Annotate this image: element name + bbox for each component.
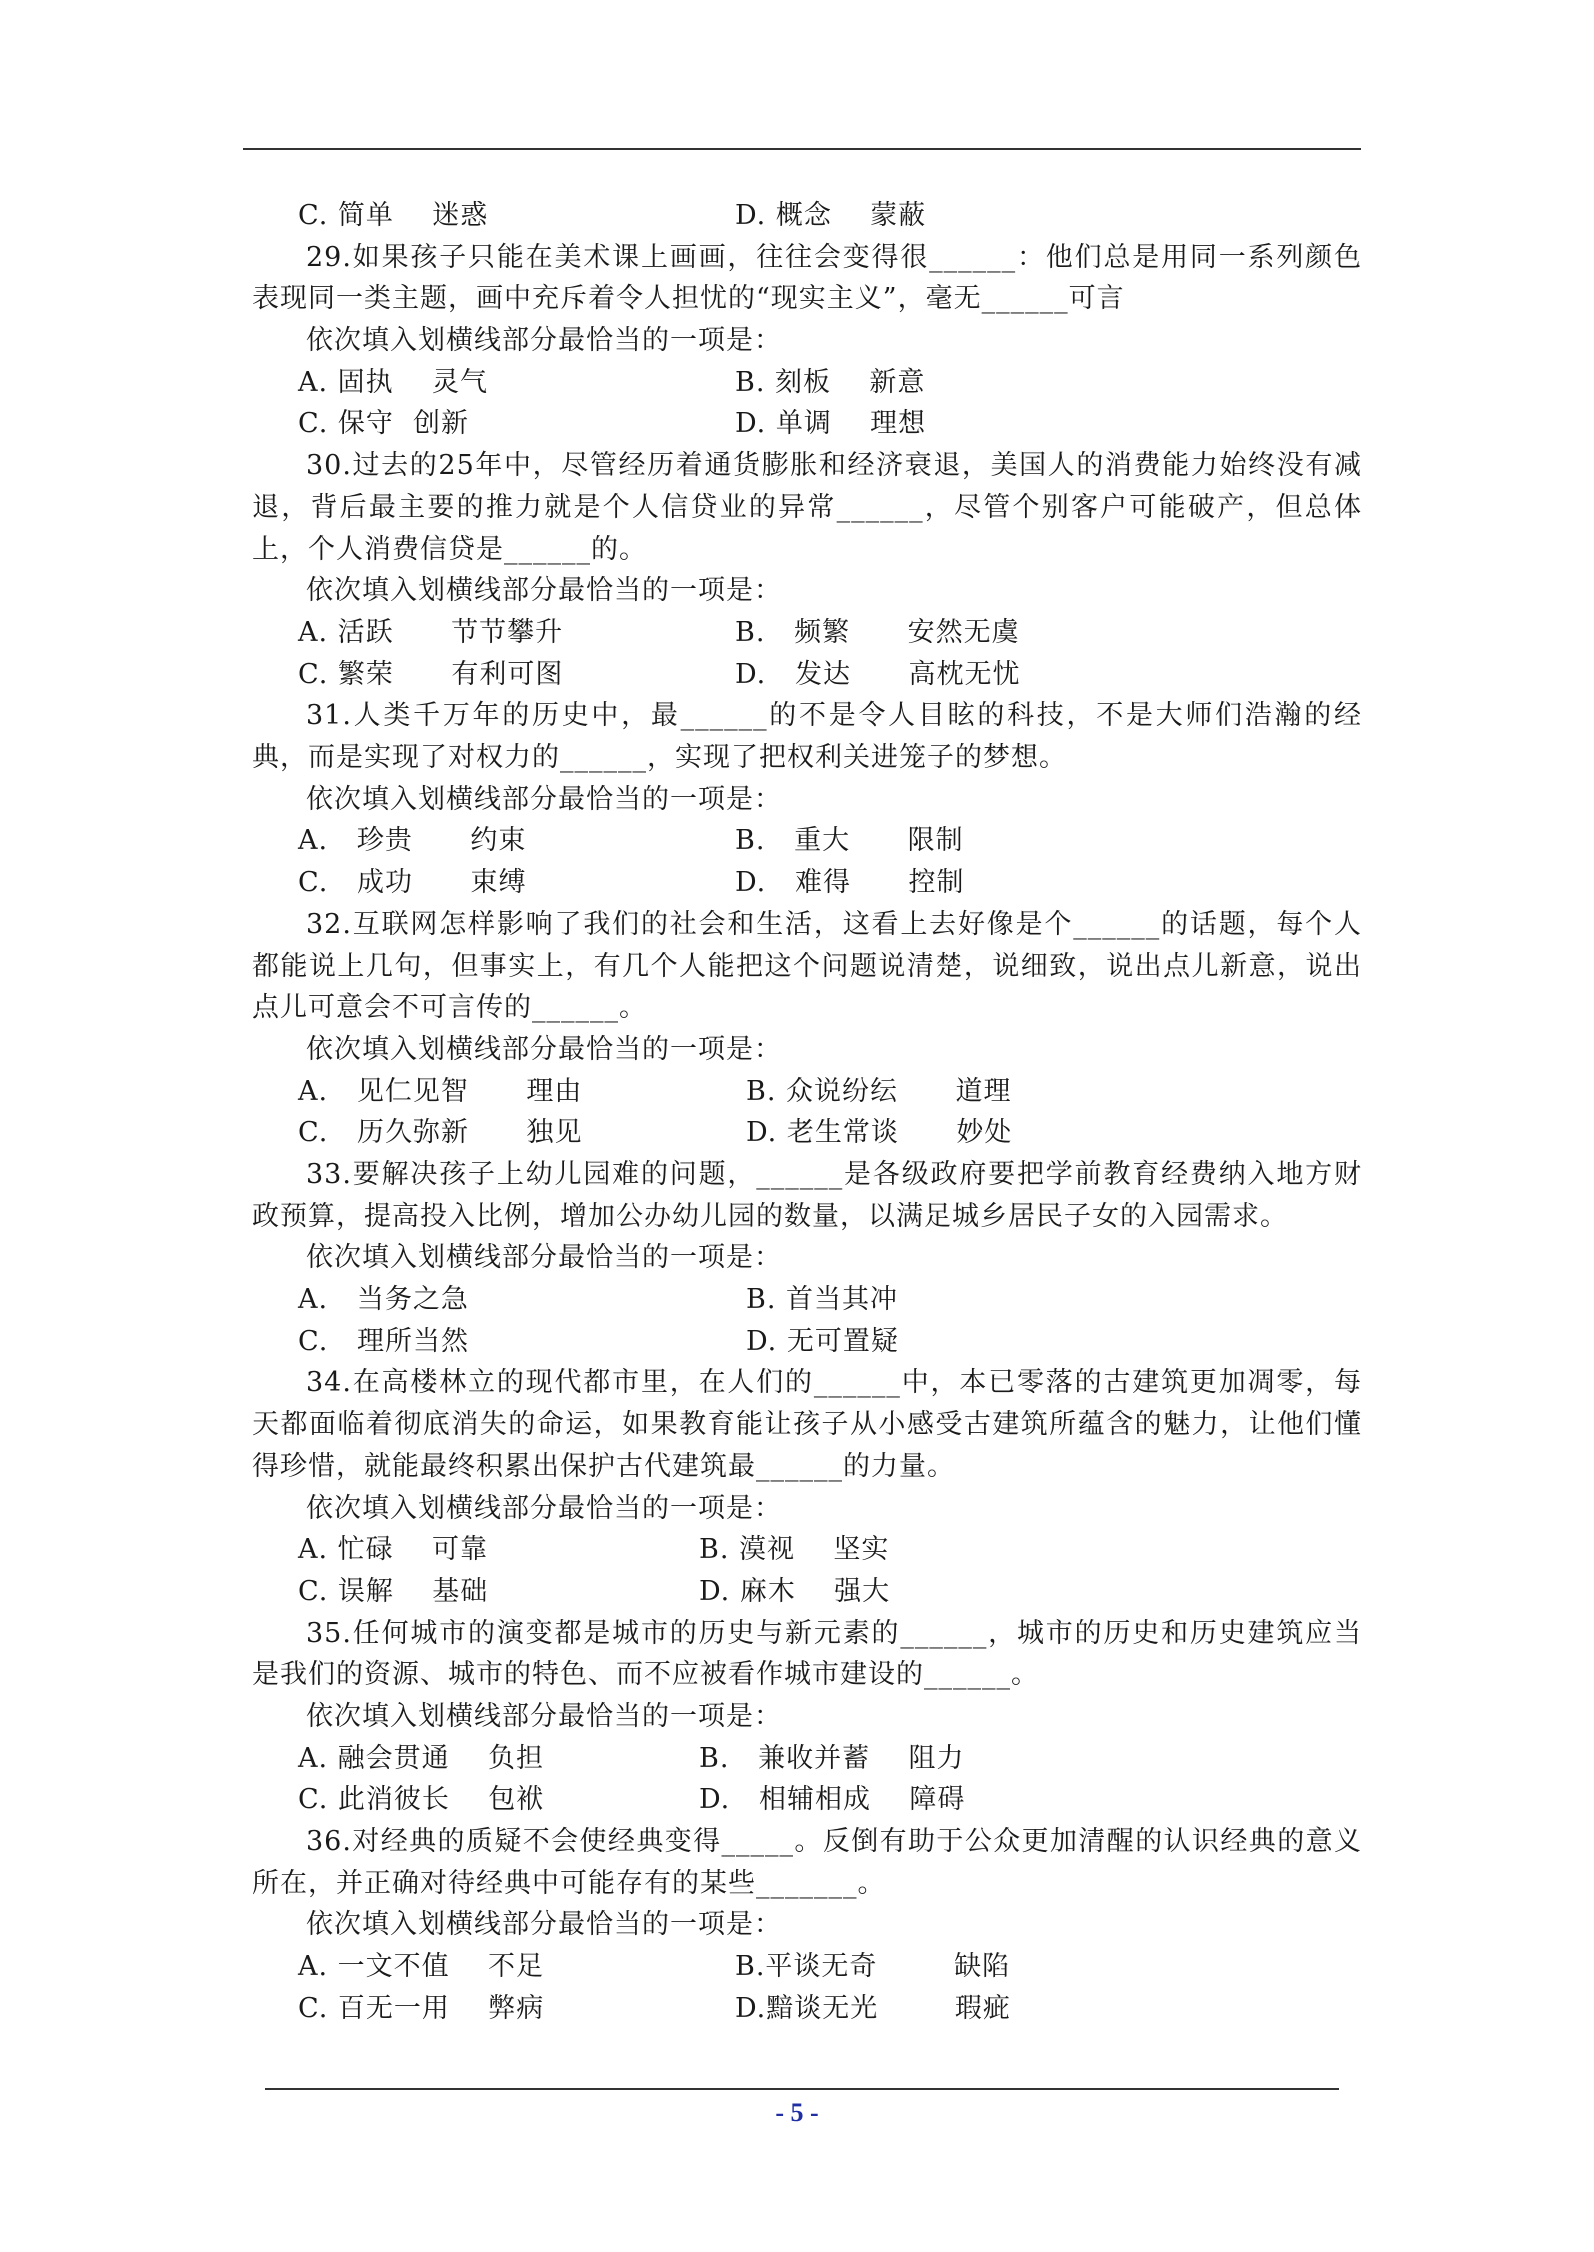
- option-row: [252, 1571, 1362, 1613]
- question-32-stem: 32.互联网怎样影响了我们的社会和生活，这看上去好像是个______的话题，每个人都能说上几句，但事实上，有几个人能把这个问题说清楚，说细致，说出点儿新意，说出点儿可意会不可言传的______。: [252, 908, 1362, 1024]
- option-a: A. 珍贵 约束: [298, 825, 527, 857]
- option-row: [252, 1738, 1362, 1780]
- option-d: D. 相辅相成 障碍: [699, 1784, 966, 1816]
- page-content: [252, 195, 1362, 2030]
- option-a: A. 一文不值 不足: [298, 1951, 544, 1983]
- option-c: C. 繁荣 有利可图: [298, 658, 564, 690]
- question-32-prompt: 依次填入划横线部分最恰当的一项是：: [306, 1033, 782, 1065]
- option-c: C. 保守 创新: [298, 408, 470, 440]
- option-a: A. 见仁见智 理由: [298, 1075, 583, 1107]
- question-35-stem: 35.任何城市的演变都是城市的历史与新元素的______，城市的历史和历史建筑应当是我们的资源、城市的特色、而不应被看作城市建设的______。: [252, 1617, 1362, 1691]
- footer-rule: [265, 2088, 1339, 2090]
- question-36-stem: 36.对经典的质疑不会使经典变得_____。反倒有助于公众更加清醒的认识经典的意义所在，并正确对待经典中可能存有的某些_______。: [252, 1826, 1362, 1899]
- question-36-prompt: 依次填入划横线部分最恰当的一项是：: [306, 1909, 782, 1941]
- option-row: [252, 1071, 1362, 1113]
- option-row: [252, 195, 1362, 237]
- option-row: [252, 362, 1362, 404]
- option-row: [252, 1321, 1362, 1363]
- option-b: B. 兼收并蓄 阻力: [699, 1742, 965, 1774]
- option-b: B.平谈无奇 缺陷: [735, 1951, 1011, 1983]
- question-34-stem: 34.在高楼林立的现代都市里，在人们的______中，本已零落的古建筑更加凋零，每天都面临着彻底消失的命运，如果教育能让孩子从小感受古建筑所蕴含的魅力，让他们懂得珍惜，就能最终积累出保护古代建筑最______的力量。: [252, 1367, 1362, 1482]
- header-rule: [243, 148, 1361, 150]
- option-a: A. 活跃 节节攀升: [298, 616, 564, 648]
- question-33-prompt: 依次填入划横线部分最恰当的一项是：: [306, 1242, 782, 1274]
- option-b: B. 频繁 安然无虞: [735, 616, 1020, 648]
- option-c: C. 误解 基础: [298, 1575, 489, 1607]
- option-row: [252, 403, 1362, 445]
- option-d: D. 发达 高枕无忧: [735, 658, 1021, 690]
- question-31-stem: 31.人类千万年的历史中，最______的不是令人目眩的科技，不是大师们浩瀚的经典，而是实现了对权力的______，实现了把权利关进笼子的梦想。: [252, 700, 1362, 774]
- option-row: [252, 1779, 1362, 1821]
- option-d: D. 概念 蒙蔽: [735, 200, 927, 231]
- option-b: B. 漠视 坚实: [699, 1534, 890, 1566]
- question-34-prompt: 依次填入划横线部分最恰当的一项是：: [306, 1492, 782, 1524]
- question-30-stem: 30.过去的25年中，尽管经历着通货膨胀和经济衰退，美国人的消费能力始终没有减退，背后最主要的推力就是个人信贷业的异常______，尽管个别客户可能破产，但总体上，个人消费信贷是______的。: [252, 450, 1362, 565]
- question-29-stem: 29.如果孩子只能在美术课上画画，往往会变得很______：他们总是用同一系列颜色表现同一类主题，画中充斥着令人担忧的“现实主义”，毫无______可言: [252, 241, 1362, 315]
- page-number: - 5 -: [775, 2098, 819, 2127]
- option-c: C. 理所当然: [298, 1325, 470, 1357]
- option-a: A. 固执 灵气: [298, 366, 488, 398]
- option-row: [252, 612, 1362, 654]
- option-d: D.黯谈无光 瑕疵: [735, 1992, 1011, 2024]
- option-c: C. 简单 迷惑: [298, 200, 489, 231]
- option-d: D. 难得 控制: [735, 867, 965, 899]
- option-row: [252, 1946, 1362, 1988]
- option-row: [252, 654, 1362, 696]
- option-row: [252, 1279, 1362, 1321]
- option-row: [252, 820, 1362, 862]
- question-31-prompt: 依次填入划横线部分最恰当的一项是：: [306, 783, 782, 815]
- option-d: D. 麻木 强大: [699, 1575, 891, 1607]
- option-row: [252, 1112, 1362, 1154]
- option-b: B. 首当其冲: [746, 1284, 899, 1316]
- option-b: B. 重大 限制: [735, 825, 964, 857]
- option-b: B. 刻板 新意: [735, 366, 926, 398]
- question-35-prompt: 依次填入划横线部分最恰当的一项是：: [306, 1701, 782, 1733]
- option-c: C. 百无一用 弊病: [298, 1992, 545, 2024]
- option-row: [252, 1529, 1362, 1571]
- question-30-prompt: 依次填入划横线部分最恰当的一项是：: [306, 575, 782, 607]
- option-row: [252, 1988, 1362, 2030]
- option-c: C. 历久弥新 独见: [298, 1117, 583, 1149]
- question-33-stem: 33.要解决孩子上幼儿园难的问题，______是各级政府要把学前教育经费纳入地方财政预算，提高投入比例，增加公办幼儿园的数量，以满足城乡居民子女的入园需求。: [252, 1158, 1362, 1232]
- option-c: C. 此消彼长 包袱: [298, 1784, 545, 1816]
- question-29-prompt: 依次填入划横线部分最恰当的一项是：: [306, 325, 782, 357]
- option-b: B. 众说纷纭 道理: [746, 1075, 1012, 1107]
- option-a: A. 融会贯通 负担: [298, 1742, 544, 1774]
- option-row: [252, 862, 1362, 904]
- option-d: D. 无可置疑: [746, 1325, 899, 1357]
- option-d: D. 单调 理想: [735, 408, 927, 440]
- option-a: A. 忙碌 可靠: [298, 1534, 488, 1566]
- option-c: C. 成功 束缚: [298, 867, 527, 899]
- option-a: A. 当务之急: [298, 1284, 469, 1316]
- option-d: D. 老生常谈 妙处: [746, 1117, 1013, 1149]
